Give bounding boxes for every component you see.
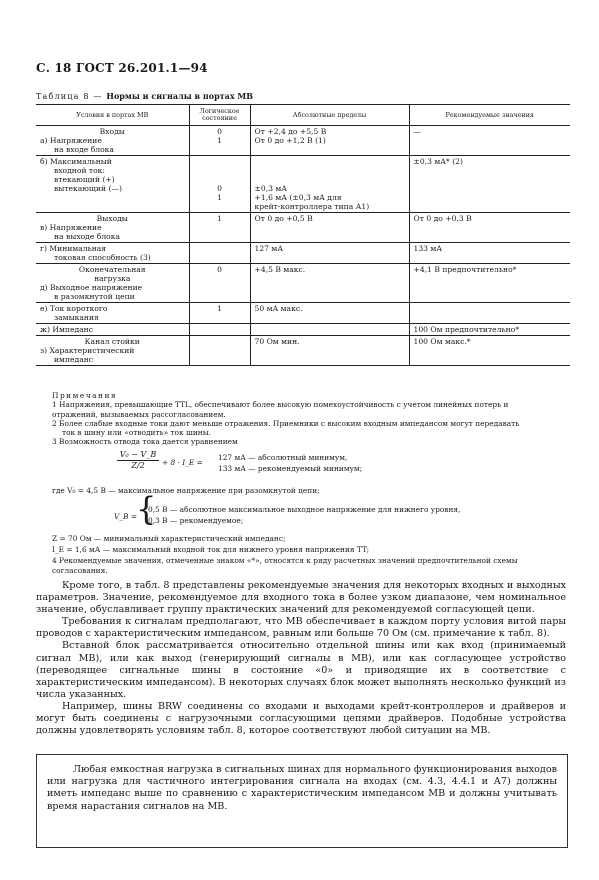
- row-label: в) Напряжение: [40, 223, 102, 232]
- row-label: импеданс: [54, 355, 94, 364]
- recommended-value: 133 мА: [413, 244, 443, 253]
- row-label: вытекающий (—): [54, 184, 123, 193]
- vb-option-2: 0,3 В — рекомендуемое;: [148, 516, 244, 525]
- row-label: токовая способность (3): [54, 253, 151, 262]
- formula-numerator: V₀ − V_B: [119, 450, 157, 459]
- note-4: 4 Рекомендуемые значения, отмеченные знаком «*», относятся к ряду расчетных значений предпочтительной схемы: [52, 556, 518, 565]
- table-row: [36, 126, 570, 156]
- table-row: [36, 156, 570, 213]
- absolute-value: +4,5 В макс.: [254, 265, 306, 274]
- recommended-value: 100 Ом предпочтительно*: [413, 325, 520, 334]
- row-label: на входе блока: [54, 145, 114, 154]
- load-title-2: нагрузка: [94, 274, 131, 283]
- paragraph: Например, шины BRW соединены со входами и выходами крейт-контроллеров и драйверов и могут быть соединены с нагрузочными согласующими цепями драйверов. Подобные устройства должны удовлетворять условиям табл. 8, которое соответствуют любой ситуации на МВ.: [36, 700, 566, 737]
- absolute-value: От 0 до +0,5 В: [254, 214, 313, 223]
- row-label: е) Ток короткого: [40, 304, 108, 313]
- row-label: в разомкнутой цепи: [54, 292, 135, 301]
- absolute-value: крейт-контроллера типа А1): [254, 202, 370, 211]
- absolute-value: От 0 до +1,2 В (1): [254, 136, 326, 145]
- note-4-cont: согласования.: [52, 566, 108, 575]
- logic-value: 1: [217, 214, 222, 223]
- recommended-value: +4,1 В предпочтительно*: [413, 265, 517, 274]
- row-label: ж) Импеданс: [40, 325, 93, 334]
- table-notes: [52, 391, 568, 447]
- recommended-value: От 0 до +0,3 В: [413, 214, 472, 223]
- logic-value: 1: [217, 136, 222, 145]
- row-label: б) Максимальный: [40, 157, 112, 166]
- table-caption: [36, 91, 253, 101]
- formula-fraction: [117, 450, 159, 470]
- row-label: г) Минимальная: [40, 244, 107, 253]
- col-header-absolute-limits: Абсолютные пределы: [250, 105, 409, 126]
- formula-where: где V₀ = 4,5 В — максимальное напряжение при разомкнутой цепи;: [52, 486, 320, 495]
- channel-title: Канал стойки: [84, 337, 140, 346]
- absolute-value: 70 Ом мин.: [254, 337, 300, 346]
- absolute-value: 50 мА макс.: [254, 304, 303, 313]
- note-1: 1 Напряжения, превышающие TTL, обеспечивают более высокую помехоустойчивость с учетом линейных потерь и: [52, 400, 509, 410]
- col-header-logic-state: Логическое состояние: [189, 105, 250, 126]
- page-header: С. 18 ГОСТ 26.201.1—94: [36, 61, 208, 75]
- logic-value: 0: [217, 184, 222, 193]
- absolute-value: 127 мА: [254, 244, 284, 253]
- table-row: [36, 213, 570, 243]
- absolute-value: ±0,3 мА: [254, 184, 288, 193]
- formula-result-2: 133 мА — рекомендуемый минимум;: [218, 464, 363, 473]
- framed-requirement-text: Любая емкостная нагрузка в сигнальных шинах для нормального функционирования выходов или нагрузка для частичного интегрирования сигнала на входах (см. 4.3, 4.4.1 и А7) должны иметь импеданс выше по сравнению с характеристическим импедансом МВ и должны учитывать время нарастания сигналов на МВ.: [47, 764, 557, 812]
- framed-requirement-box: [36, 754, 568, 848]
- brace-symbol: {: [136, 490, 157, 528]
- note-2: 2 Более слабые входные токи дают меньше отражения. Приемники с высоким входным импедансом могут передавать: [52, 418, 520, 428]
- logic-value: 1: [217, 193, 222, 202]
- load-title: Оконечательная: [78, 265, 146, 274]
- table-row: [36, 243, 570, 264]
- note-3: 3 Возможность отвода тока дается уравнением: [52, 437, 238, 447]
- table-row: [36, 336, 570, 366]
- row-label: на выходе блока: [54, 232, 121, 241]
- absolute-value: +1,6 мА (±0,3 мА для: [254, 193, 342, 202]
- table-row: [36, 264, 570, 303]
- paragraph: Требования к сигналам предполагают, что МВ обеспечивает в каждом порту условия витой пары проводов с характеристическим импедансом, равным или больше 70 Ом (см. примечание к табл. 8).: [36, 616, 566, 640]
- ie-definition: I_E = 1,6 мА — максимальный входной ток для нижнего уровня напряжения TT;: [52, 545, 370, 554]
- paragraph: Кроме того, в табл. 8 представлены рекомендуемые значения для некоторых входных и выходных параметров. Значение, рекомендуемое для входного тока в более узком диапазоне, чем номинальное значение, обуславливает группу практических значений для рекомендуемой согласующей цепи.: [36, 580, 566, 616]
- row-label: з) Характеристический: [40, 346, 135, 355]
- row-label: а) Напряжение: [40, 136, 102, 145]
- norms-table: [36, 104, 570, 366]
- logic-value: 0: [217, 127, 222, 136]
- body-text: [36, 580, 566, 737]
- vb-label: V_B =: [114, 512, 138, 521]
- table-header-row: [36, 105, 570, 126]
- logic-value: 0: [217, 265, 222, 274]
- col-header-conditions: Условия в портах МВ: [36, 105, 189, 126]
- table-caption-prefix: Таблица 8 —: [36, 92, 103, 101]
- recommended-value: 100 Ом макс.*: [413, 337, 471, 346]
- outputs-title: Выходы: [96, 214, 128, 223]
- formula-result-1: 127 мА — абсолютный минимум,: [218, 453, 348, 462]
- note-1-cont: отражений, вызываемых рассогласованием.: [52, 409, 226, 419]
- table-caption-title: Нормы и сигналы в портах МВ: [106, 91, 253, 101]
- col-header-recommended: Рекомендуемые значения: [409, 105, 570, 126]
- formula-rest: + 8 · I_E =: [162, 458, 203, 467]
- row-label: втекающий (+): [54, 175, 115, 184]
- row-label: д) Выходное напряжение: [40, 283, 143, 292]
- recommended-value: —: [413, 127, 422, 136]
- paragraph: Вставной блок рассматривается относительно отдельной шины или как вход (принимаемый сигнал МВ), или как выход (генерирующий сигналы в МВ), или как согласующее устройство (переводящее сигнальные шины в состояние «0» и приводящие их в соответствие с характеристическим импедансом). В некоторых случаях блок может выполнять несколько функций из числа указанных.: [36, 640, 566, 700]
- recommended-value: ±0,3 мА* (2): [413, 157, 463, 166]
- notes-title: Примечания: [52, 391, 118, 400]
- row-label: входной ток:: [54, 166, 105, 175]
- note-2-cont: ток в шину или «отводить» ток шины.: [62, 428, 211, 438]
- row-label: замыкания: [54, 313, 99, 322]
- table-row: [36, 303, 570, 324]
- z-definition: Z = 70 Ом — минимальный характеристический импеданс;: [52, 534, 286, 543]
- table-row: [36, 324, 570, 336]
- absolute-value: От +2,4 до +5,5 В: [254, 127, 327, 136]
- inputs-title: Входы: [99, 127, 125, 136]
- vb-option-1: 0,5 В — абсолютное максимальное выходное напряжение для нижнего уровня,: [148, 505, 461, 514]
- formula-denominator: Z/2: [117, 460, 159, 470]
- logic-value: 1: [217, 304, 222, 313]
